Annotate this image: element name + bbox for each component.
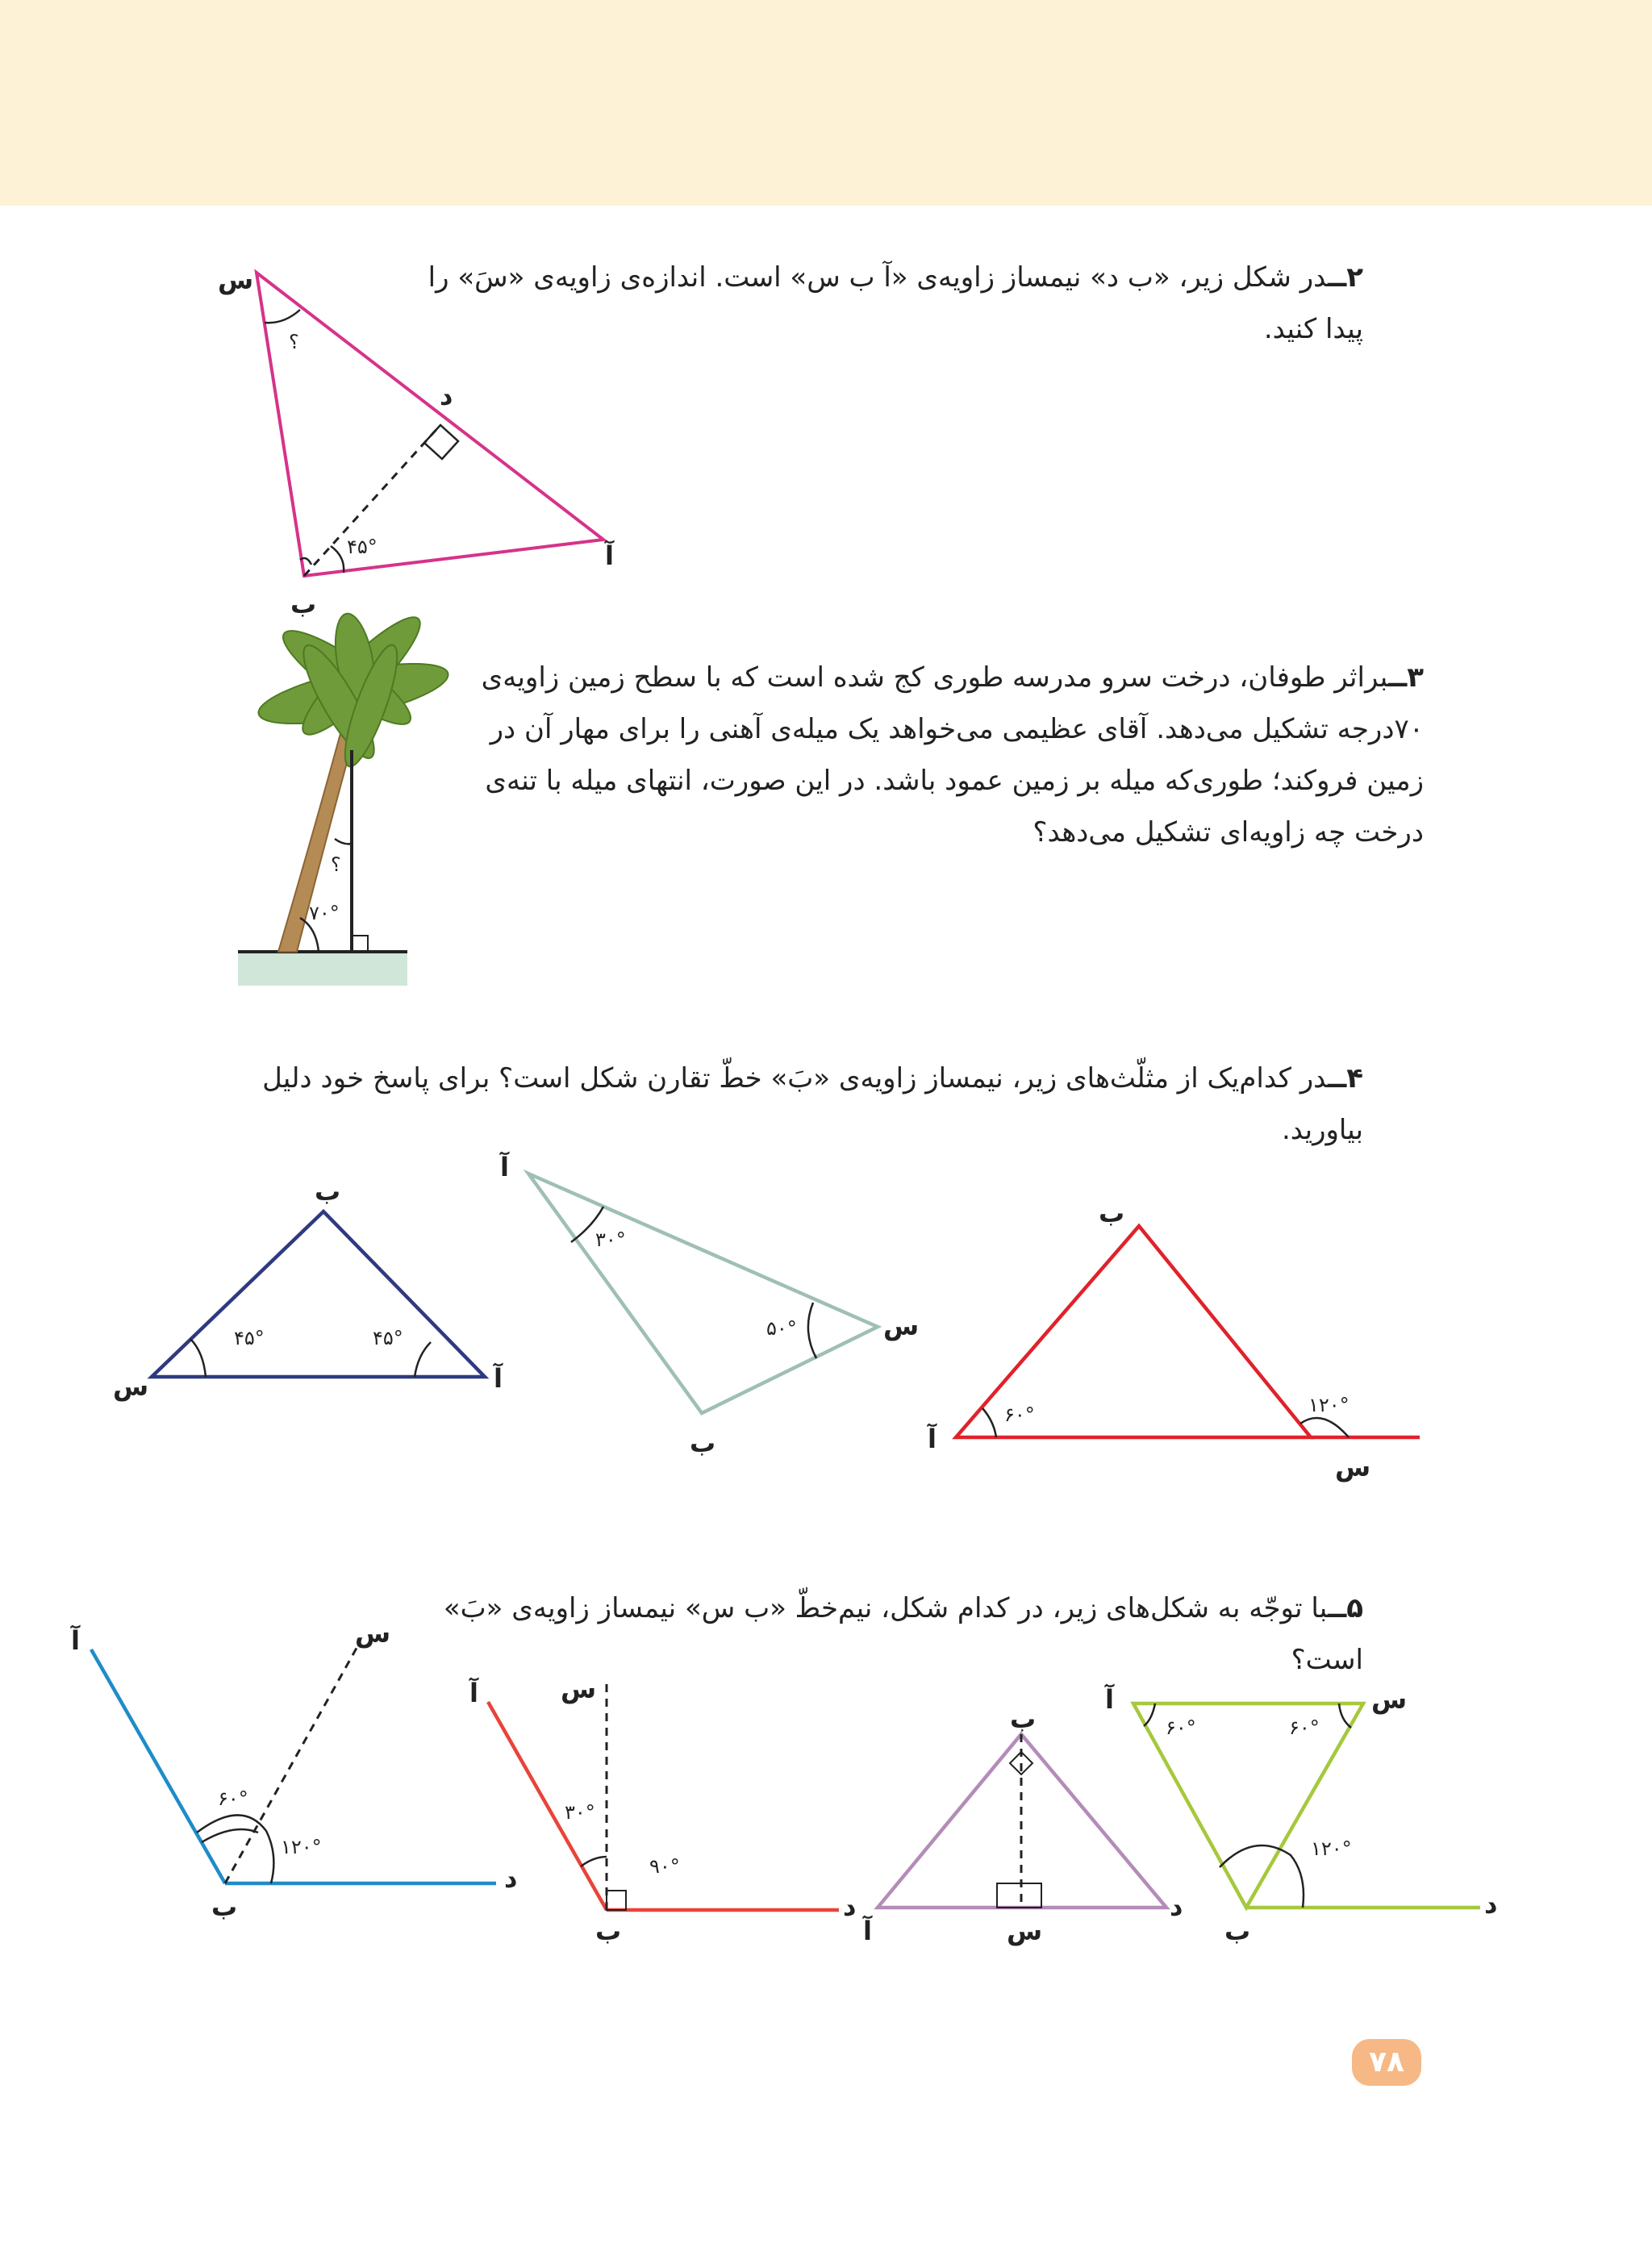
q4a-triangle-outline bbox=[152, 1211, 485, 1377]
question-2-number: ۲ــ bbox=[1327, 261, 1363, 294]
q5d-angle-60-right: ۶۰° bbox=[1289, 1716, 1320, 1739]
question-3-number: ۳ــ bbox=[1387, 661, 1424, 694]
q5d-label-b: ب bbox=[1224, 1916, 1251, 1946]
q5d-label-s: س bbox=[1371, 1684, 1408, 1715]
q5a-angle-60: ۶۰° bbox=[218, 1787, 248, 1810]
q4b-label-s: س bbox=[883, 1311, 920, 1341]
q5d-angle-arc-s bbox=[1339, 1703, 1351, 1728]
q3-angle-70: ۷۰° bbox=[309, 902, 340, 924]
q5a-label-a: آ bbox=[71, 1625, 80, 1656]
figure-q5-blue-angle bbox=[70, 1618, 517, 1922]
q5b-label-d: د bbox=[843, 1891, 857, 1922]
q5d-label-d: د bbox=[1484, 1889, 1498, 1920]
q3-question-mark: ؟ bbox=[331, 853, 341, 876]
q5a-angle-120: ۱۲۰° bbox=[281, 1836, 322, 1858]
q4a-label-b: ب bbox=[315, 1176, 341, 1207]
question-3-text: براثر طوفان، درخت سرو مدرسه طوری کج شده است که با سطح زمین زاویه‌ی ۷۰درجه تشکیل می‌دهد. آقای عظیمی می‌خواهد یک میله‌ی آهنی را برای مهار آن در زمین فروکند؛ طوری‌که میله بر زمین عمود باشد. در این صورت، انتهای میله با تنه‌ی درخت چه زاویه‌ای تشکیل می‌دهد؟ bbox=[481, 661, 1424, 849]
q4b-triangle-outline bbox=[528, 1174, 878, 1413]
q3-ground-gradient bbox=[238, 952, 407, 986]
question-2-text: در شکل زیر، «ب د» نیمساز زاویه‌ی «آ ب س» است. اندازه‌ی زاویه‌ی «سَ» را پیدا کنید. bbox=[428, 261, 1363, 345]
question-4-text: در کدام‌یک از مثلّث‌های زیر، نیمساز زاویه‌ی «بَ» خطّ تقارن شکل است؟ برای پاسخ خود دلیل بیاورید. bbox=[262, 1062, 1363, 1146]
question-4-number: ۴ــ bbox=[1327, 1062, 1363, 1095]
question-5-number: ۵ــ bbox=[1327, 1592, 1363, 1624]
figure-q2-triangle bbox=[218, 265, 615, 619]
q5d-angle-arc-120 bbox=[1220, 1845, 1304, 1908]
q5a-ray-ba bbox=[91, 1649, 225, 1883]
figure-q3-palm-tree bbox=[238, 605, 453, 986]
q5c-label-a: آ bbox=[863, 1916, 872, 1946]
q4c-angle-arc-a bbox=[982, 1408, 996, 1437]
q4b-angle-30: ۳۰° bbox=[595, 1228, 626, 1251]
q5d-angle-120: ۱۲۰° bbox=[1311, 1837, 1352, 1860]
q4c-label-a: آ bbox=[928, 1424, 937, 1454]
q5d-angle-60-left: ۶۰° bbox=[1166, 1716, 1196, 1739]
q3-right-angle-mark bbox=[352, 936, 368, 952]
q2-angle-arc-s bbox=[265, 310, 300, 323]
figure-q4-sage-triangle bbox=[499, 1151, 919, 1458]
q5b-label-b: ب bbox=[595, 1916, 622, 1946]
q4a-angle-45-right: ۴۵° bbox=[373, 1327, 403, 1349]
question-5-text: با توجّه به شکل‌های زیر، در کدام شکل، نیم‌خطّ «ب س» نیمساز زاویه‌ی «بَ» است؟ bbox=[443, 1592, 1363, 1676]
q4a-angle-arc-s bbox=[190, 1339, 206, 1377]
q2-angle-45: ۴۵° bbox=[347, 536, 378, 558]
q5a-label-s: س bbox=[355, 1618, 391, 1649]
q2-label-b: ب bbox=[290, 589, 317, 619]
q5b-label-s: س bbox=[561, 1674, 597, 1704]
q4a-angle-arc-a bbox=[415, 1342, 431, 1377]
q4b-angle-50: ۵۰° bbox=[766, 1317, 797, 1340]
q5b-right-angle-mark bbox=[607, 1891, 626, 1910]
q2-label-a: آ bbox=[605, 540, 614, 571]
q4c-label-s: س bbox=[1335, 1452, 1371, 1482]
q4a-label-s: س bbox=[113, 1371, 149, 1402]
q2-angle-arc-b bbox=[331, 546, 344, 573]
q5b-angle-90: ۹۰° bbox=[649, 1855, 680, 1878]
q4c-angle-120: ۱۲۰° bbox=[1308, 1394, 1350, 1416]
page-number: ۷۸ bbox=[1352, 2039, 1421, 2086]
figure-q5-lilac-triangle bbox=[862, 1703, 1183, 1946]
q5b-label-a: آ bbox=[469, 1678, 478, 1708]
q5b-angle-30: ۳۰° bbox=[565, 1801, 595, 1824]
q5b-angle-arc-30 bbox=[581, 1857, 607, 1866]
q2-right-angle-mark bbox=[424, 425, 458, 459]
q2-label-d: د bbox=[440, 381, 453, 411]
q3-palm-fronds bbox=[254, 605, 453, 771]
q2-label-s: س bbox=[218, 265, 254, 295]
q5a-angle-arc-120 bbox=[197, 1815, 273, 1883]
figure-q5-red-angle bbox=[469, 1674, 856, 1946]
q5c-base-right-angle-mark bbox=[997, 1883, 1041, 1908]
q4b-angle-arc-s bbox=[808, 1303, 816, 1358]
q5c-label-s: س bbox=[1007, 1916, 1043, 1946]
q4a-angle-45-left: ۴۵° bbox=[234, 1327, 265, 1349]
q4b-label-a: آ bbox=[500, 1152, 509, 1182]
q5c-label-b: ب bbox=[1010, 1703, 1037, 1734]
q2-triangle-outline bbox=[257, 273, 603, 576]
q5a-label-d: د bbox=[504, 1863, 518, 1894]
q4c-angle-60: ۶۰° bbox=[1004, 1403, 1035, 1426]
q5a-label-b: ب bbox=[211, 1891, 238, 1922]
q4a-label-a: آ bbox=[494, 1363, 503, 1394]
figure-q4-red-triangle bbox=[927, 1198, 1420, 1482]
q5c-label-d: د bbox=[1170, 1891, 1183, 1922]
q3-angle-arc-unknown bbox=[335, 839, 352, 844]
q4b-label-b: ب bbox=[690, 1428, 716, 1458]
q2-question-mark: ؟ bbox=[289, 331, 299, 353]
q4c-label-b: ب bbox=[1099, 1198, 1125, 1228]
q5d-label-a: آ bbox=[1105, 1684, 1114, 1715]
figure-q4-navy-triangle bbox=[113, 1176, 503, 1402]
